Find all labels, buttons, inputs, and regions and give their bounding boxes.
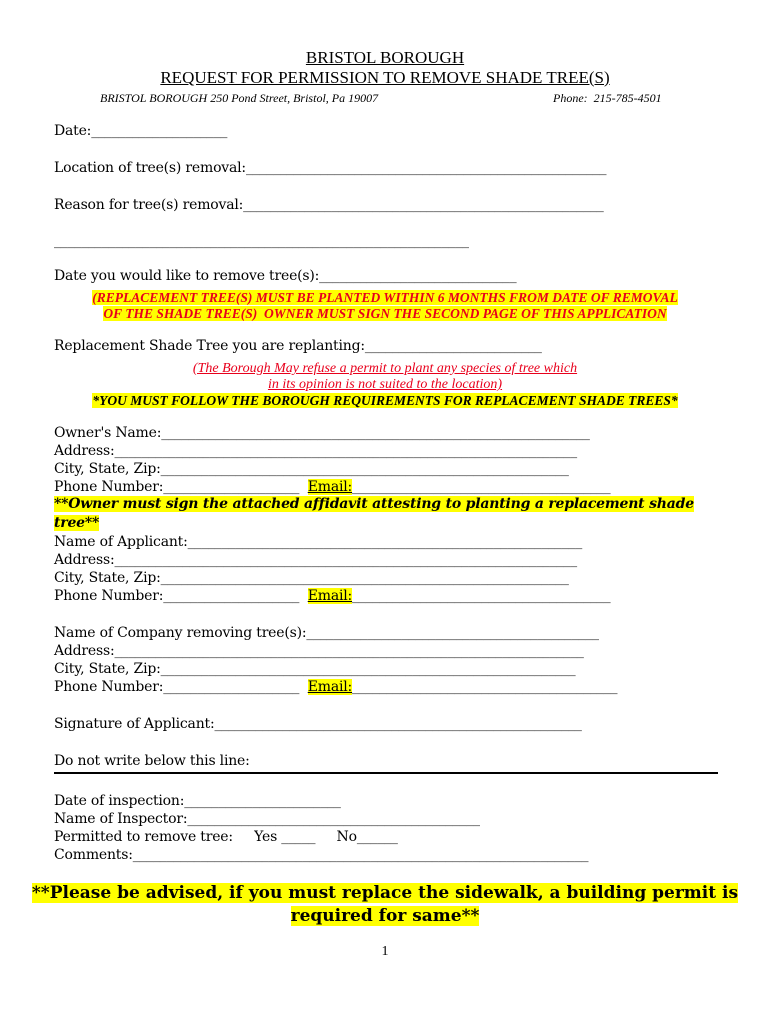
applicant-email-field[interactable]: ______________________________________ xyxy=(352,588,611,604)
office-use-notice: Do not write below this line: xyxy=(54,753,250,769)
company-name-field[interactable]: Name of Company removing tree(s):___________________________________________ xyxy=(54,625,599,641)
refuse-notice-line1: (The Borough May refuse a permit to plant any species of tree which xyxy=(192,361,578,376)
location-field[interactable]: Location of tree(s) removal:_____________________________________________________ xyxy=(54,160,607,176)
applicant-city-field[interactable]: City, State, Zip:____________________________________________________________ xyxy=(54,570,569,586)
owner-name-field[interactable]: Owner's Name:_______________________________________________________________ xyxy=(54,425,590,441)
reason-continuation-field[interactable]: _____________________________________________________________ xyxy=(54,233,469,249)
applicant-phone-row xyxy=(54,588,610,604)
owner-email-label: Email: xyxy=(307,479,353,495)
inspector-name-field[interactable]: Name of Inspector:___________________________________________ xyxy=(54,811,480,827)
company-address-field[interactable]: Address:_____________________________________________________________________ xyxy=(54,643,584,659)
affidavit-notice-line2: tree** xyxy=(54,515,100,531)
borough-phone: Phone: 215-785-4501 xyxy=(553,91,662,105)
date-field[interactable]: Date:____________________ xyxy=(54,123,228,139)
owner-phone-row xyxy=(54,479,610,495)
applicant-signature-field[interactable]: Signature of Applicant:______________________________________________________ xyxy=(54,716,582,732)
replacement-notice-line2: OF THE SHADE TREE(S) OWNER MUST SIGN THE SECOND PAGE OF THIS APPLICATION xyxy=(103,306,667,321)
replacement-notice-line1: (REPLACEMENT TREE(S) MUST BE PLANTED WITHIN 6 MONTHS FROM DATE OF REMOVAL xyxy=(92,290,678,305)
office-use-divider xyxy=(54,772,718,774)
applicant-address-field[interactable]: Address:____________________________________________________________________ xyxy=(54,552,577,568)
sidewalk-notice-line2: required for same** xyxy=(290,906,480,926)
company-phone-row xyxy=(54,679,617,695)
company-phone-field[interactable]: Phone Number:____________________ xyxy=(54,679,308,695)
applicant-email-label: Email: xyxy=(307,588,353,604)
borough-title: BRISTOL BOROUGH xyxy=(305,48,465,67)
borough-address: BRISTOL BOROUGH 250 Pond Street, Bristol, Pa 19007 xyxy=(100,91,379,105)
company-email-label: Email: xyxy=(307,679,353,695)
replacement-tree-field[interactable]: Replacement Shade Tree you are replanting:__________________________ xyxy=(54,338,542,354)
permitted-field[interactable]: Permitted to remove tree: Yes _____ No______ xyxy=(54,829,398,845)
owner-phone-field[interactable]: Phone Number:____________________ xyxy=(54,479,308,495)
comments-field[interactable]: Comments:___________________________________________________________________ xyxy=(54,847,589,863)
removal-date-field[interactable]: Date you would like to remove tree(s):_____________________________ xyxy=(54,268,517,284)
requirements-notice: *YOU MUST FOLLOW THE BOROUGH REQUIREMENTS FOR REPLACEMENT SHADE TREES* xyxy=(92,393,678,408)
applicant-name-field[interactable]: Name of Applicant:__________________________________________________________ xyxy=(54,534,583,550)
form-title: REQUEST FOR PERMISSION TO REMOVE SHADE TREE(S) xyxy=(160,68,610,87)
reason-field[interactable]: Reason for tree(s) removal:_____________________________________________________ xyxy=(54,197,604,213)
company-email-field[interactable]: _______________________________________ xyxy=(352,679,618,695)
owner-city-field[interactable]: City, State, Zip:____________________________________________________________ xyxy=(54,461,569,477)
sidewalk-notice-line1: **Please be advised, if you must replace the sidewalk, a building permit is xyxy=(31,883,739,903)
inspection-date-field[interactable]: Date of inspection:_______________________ xyxy=(54,793,341,809)
applicant-phone-field[interactable]: Phone Number:____________________ xyxy=(54,588,308,604)
company-city-field[interactable]: City, State, Zip:_____________________________________________________________ xyxy=(54,661,576,677)
owner-email-field[interactable]: ______________________________________ xyxy=(352,479,611,495)
affidavit-notice-line1: **Owner must sign the attached affidavit attesting to planting a replacement shade xyxy=(54,496,694,512)
refuse-notice-line2: in its opinion is not suited to the location) xyxy=(267,377,503,392)
page-number: 1 xyxy=(381,944,389,959)
owner-address-field[interactable]: Address:____________________________________________________________________ xyxy=(54,443,577,459)
